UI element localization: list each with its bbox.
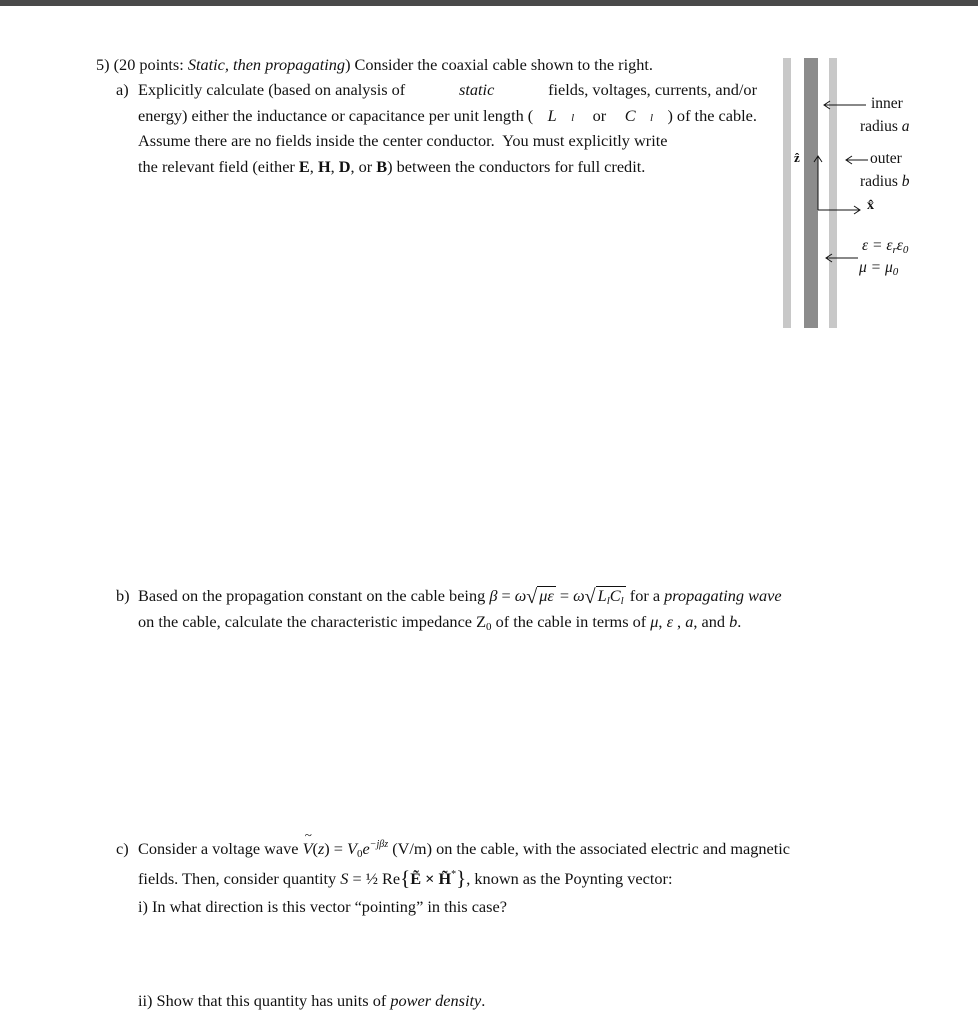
z-axis-label: ẑ — [794, 150, 800, 165]
outer-conductor-left — [783, 58, 791, 328]
part-a-line-2: energy) either the inductance or capacitance per unit length ( L l or C l ) of the cable. — [138, 105, 757, 125]
inner-conductor — [804, 58, 818, 328]
part-a-line-1: Explicitly calculate (based on analysis of static fields, voltages, currents, and/or — [138, 80, 757, 99]
part-a-line-3: Assume there are no fields inside the center conductor. You must explicitly write — [138, 131, 668, 150]
inner-label: inner — [871, 95, 903, 112]
part-b-line-2: on the cable, calculate the characteristic impedance Z0 of the cable in terms of μ, ε , a, and b. — [138, 611, 742, 633]
outer-conductor-right — [829, 58, 837, 328]
propagating-wave-emphasis: propagating wave — [664, 586, 782, 605]
part-a-line-4: the relevant field (either E, H, D, or B) between the conductors for full credit. — [138, 156, 646, 176]
part-c-label: c) — [116, 839, 129, 858]
part-a-label: a) — [116, 80, 129, 99]
problem-number: 5) — [96, 55, 110, 74]
part-b-label: b) — [116, 586, 130, 605]
x-axis-label: x̂ — [867, 198, 874, 213]
permittivity-label: ε = εrε0 — [862, 237, 909, 256]
outer-label: outer — [870, 150, 902, 167]
part-c-line-2: fields. Then, consider quantity S = ½ Re{Ẽ × H̃*}, known as the Poynting vector: — [138, 865, 673, 890]
part-c-question-1: i) In what direction is this vector “pointing” in this case? — [138, 897, 507, 916]
part-c-line-1: Consider a voltage wave ~ $V(z) = V0e^{-j\beta z}$ (V/m) on the cable, with the associated electric and magnetic — [138, 836, 918, 865]
part-b-line-1: Based on the propagation constant on the cable being β = ω√ με = ω√ LlCl for a propagating wave — [138, 586, 782, 608]
coax-cable-diagram — [780, 58, 950, 328]
part-c-question-2: ii) Show that this quantity has units of power density. — [138, 991, 486, 1010]
outer-radius-label: radius b — [860, 173, 910, 190]
window-top-border — [0, 0, 978, 6]
part-b-text — [138, 583, 898, 637]
problem-header: 5) (20 points: Static, then propagating) Consider the coaxial cable shown to the right. — [96, 55, 653, 74]
problem-subtitle: Static, then propagating — [187, 55, 346, 74]
inner-radius-label: radius a — [860, 118, 910, 135]
part-a-text — [138, 77, 757, 179]
permeability-label: μ = μ0 — [859, 259, 899, 278]
part-c-text — [138, 836, 918, 920]
coax-cross-section — [780, 58, 950, 328]
